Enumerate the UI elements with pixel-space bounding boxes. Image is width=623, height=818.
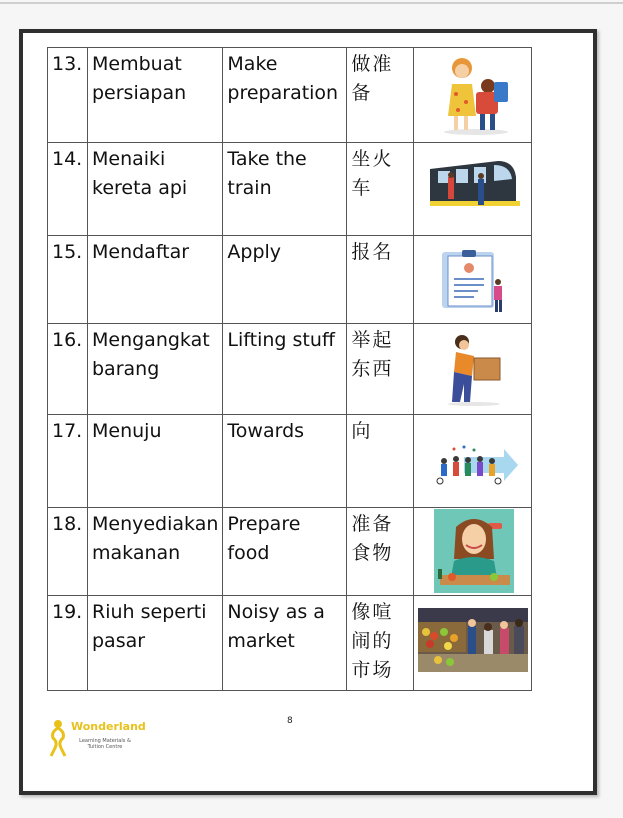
english-term: Apply <box>223 236 347 324</box>
english-term: Take the train <box>223 143 347 236</box>
chinese-term: 做准备 <box>347 48 414 143</box>
wonderland-logo <box>47 716 157 760</box>
table-row <box>48 48 532 143</box>
logo-tagline: Learning Materials & Tuition Centre <box>79 738 131 750</box>
malay-term: Mengangkat barang <box>88 324 223 415</box>
man-lifting-box-illustration <box>444 332 506 408</box>
illustration-cell <box>414 236 532 324</box>
application-clipboard-illustration <box>440 246 508 314</box>
english-term: Towards <box>223 415 347 508</box>
mother-helping-child-illustration <box>436 54 512 136</box>
malay-term: Membuat persiapan <box>88 48 223 143</box>
table-row <box>48 324 532 415</box>
malay-term: Menuju <box>88 415 223 508</box>
group-moving-forward-arrow-illustration <box>434 445 520 487</box>
window-top-edge <box>0 2 623 4</box>
illustration-cell <box>414 143 532 236</box>
english-term: Prepare food <box>223 508 347 596</box>
row-number: 16. <box>48 324 88 415</box>
chinese-term: 向 <box>347 415 414 508</box>
table-row <box>48 415 532 508</box>
logo-name: Wonderland <box>71 720 146 733</box>
chinese-term: 像喧闹的市场 <box>347 596 414 691</box>
english-term: Noisy as a market <box>223 596 347 691</box>
train-platform-illustration <box>428 157 520 213</box>
row-number: 15. <box>48 236 88 324</box>
table-row <box>48 236 532 324</box>
english-term: Lifting stuff <box>223 324 347 415</box>
illustration-cell <box>414 596 532 691</box>
english-term: Make preparation <box>223 48 347 143</box>
row-number: 17. <box>48 415 88 508</box>
malay-term: Menyediakan makanan <box>88 508 223 596</box>
row-number: 18. <box>48 508 88 596</box>
chinese-term: 准备食物 <box>347 508 414 596</box>
row-number: 13. <box>48 48 88 143</box>
row-number: 19. <box>48 596 88 691</box>
woman-cooking-illustration <box>434 509 514 593</box>
chinese-term: 举起东西 <box>347 324 414 415</box>
busy-market-photo <box>418 608 528 672</box>
malay-term: Riuh seperti pasar <box>88 596 223 691</box>
chinese-term: 报名 <box>347 236 414 324</box>
illustration-cell <box>414 48 532 143</box>
illustration-cell <box>414 508 532 596</box>
malay-term: Mendaftar <box>88 236 223 324</box>
logo-figure-icon <box>47 718 69 758</box>
illustration-cell <box>414 324 532 415</box>
table-row <box>48 143 532 236</box>
table-row <box>48 596 532 691</box>
page-number: 8 <box>287 716 293 726</box>
row-number: 14. <box>48 143 88 236</box>
illustration-cell <box>414 415 532 508</box>
vocabulary-table <box>47 47 532 691</box>
chinese-term: 坐火车 <box>347 143 414 236</box>
table-row <box>48 508 532 596</box>
malay-term: Menaiki kereta api <box>88 143 223 236</box>
